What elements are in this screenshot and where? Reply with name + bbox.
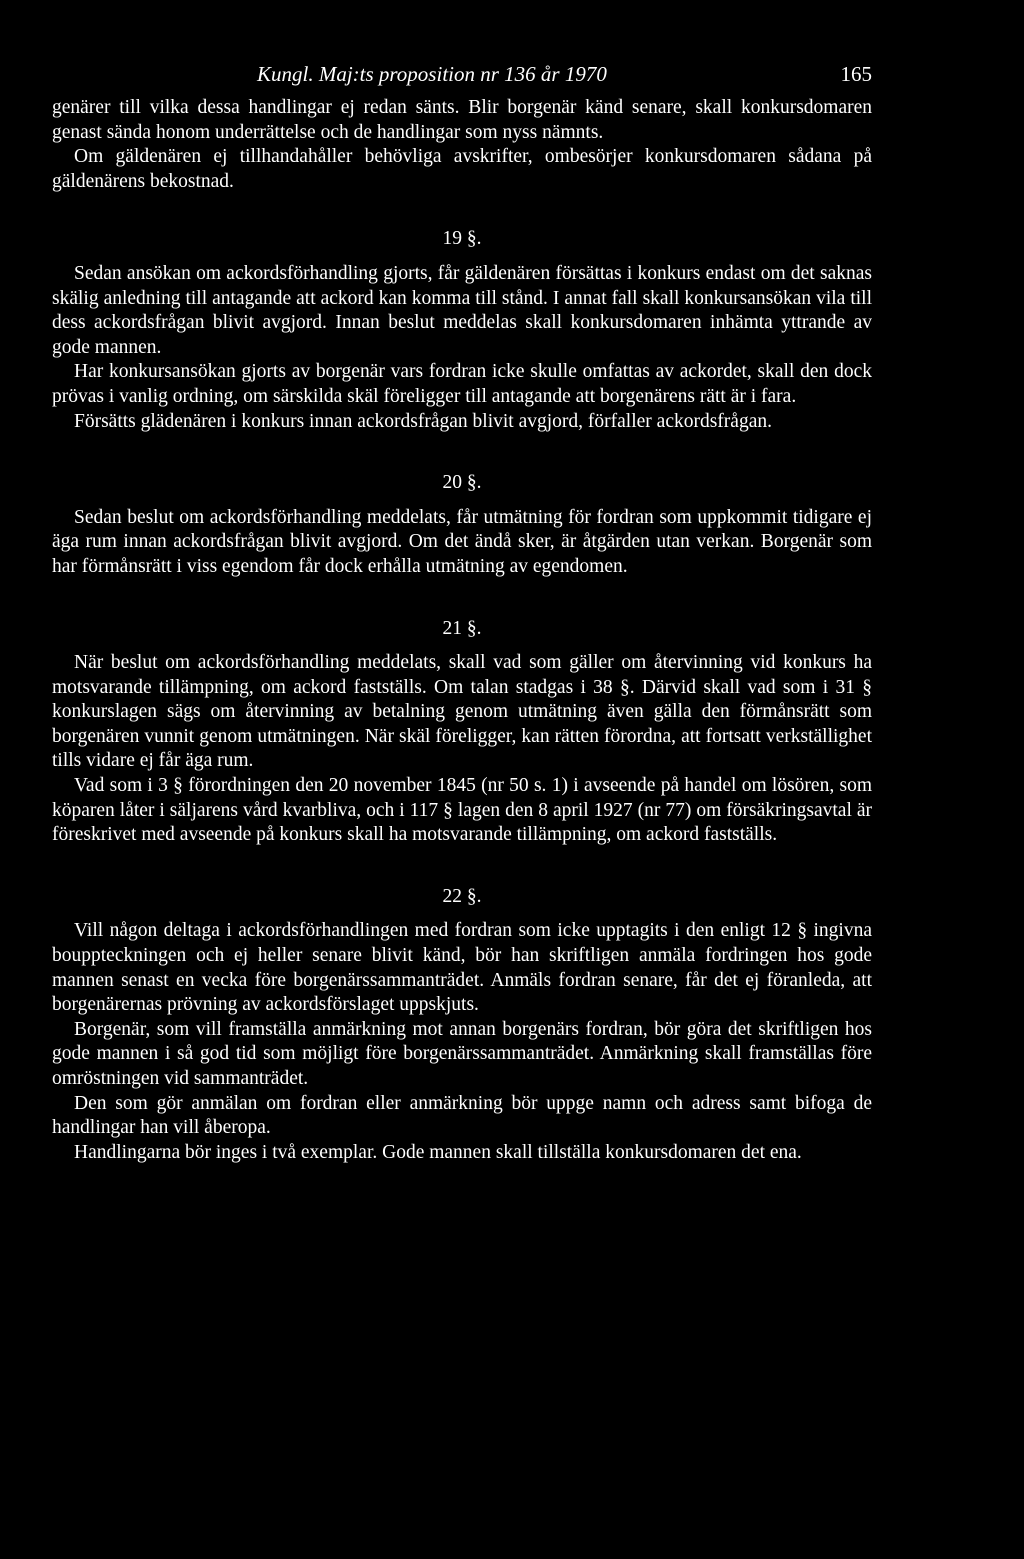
intro-paragraph-2: Om gäldenären ej tillhandahåller behövliga avskrifter, ombesörjer konkursdomaren sådana på gäldenärens bekostnad. xyxy=(52,146,872,192)
section-heading-19: 19 §. xyxy=(442,228,482,250)
section-19-paragraph-1: Sedan ansökan om ackordsförhandling gjorts, får gäldenären försättas i konkurs endast om det saknas skälig anledning till antagande att ackord kan komma till stånd. I annat fall skall konkursansökan vila till dess ackordsfrågan blivit avgjord. Innan beslut meddelas skall konkursdomaren inhämta yttrande av gode mannen. xyxy=(52,262,872,358)
section-heading-20: 20 §. xyxy=(442,472,482,494)
page-number: 165 xyxy=(840,62,872,86)
section-heading-21: 21 §. xyxy=(442,617,482,639)
section-19-paragraph-2: Har konkursansökan gjorts av borgenär vars fordran icke skulle omfattas av ackordet, skall den dock prövas i vanlig ordning, om särskilda skäl föreligger till antagande att borgenärens rätt är i fara. xyxy=(52,361,872,407)
document-page xyxy=(52,62,872,1165)
section-22-paragraph-1: Vill någon deltaga i ackordsförhandlingen med fordran som icke upptagits i den enligt 12 § ingivna bouppteckningen och ej heller senare blivit känd, bör han skriftligen anmäla fordringen hos gode mannen senast en vecka före borgenärssammanträdet. Anmäls fordran senare, får det ej föranleda, att borgenärernas prövning av ackordsförslaget uppskjuts. xyxy=(52,920,872,1016)
section-22-paragraph-3: Den som gör anmälan om fordran eller anmärkning bör uppge namn och adress samt bifoga de handlingar han vill åberopa. xyxy=(52,1092,872,1139)
section-20-paragraph-1: Sedan beslut om ackordsförhandling meddelats, får utmätning för fordran som uppkommit tidigare ej äga rum innan ackordsfrågan blivit avgjord. Om det ändå sker, är åtgärden utan verkan. Borgenär som har förmånsrätt i viss egendom får dock erhålla utmätning av egendomen. xyxy=(52,506,872,577)
section-22-paragraph-4: Handlingarna bör inges i två exemplar. Gode mannen skall tillställa konkursdomaren det ena. xyxy=(74,1141,802,1163)
section-21-paragraph-1: När beslut om ackordsförhandling meddelats, skall vad som gäller om återvinning vid konkurs ha motsvarande tillämpning, om ackord fastställs. Om talan stadgas i 38 §. Därvid skall vad som i 31 § konkurslagen sägs om återvinning av betalning genom utmätning även gälla den förmånsrätt som borgenären vunnit genom utmätningen. När skäl föreligger, kan rätten förordna, att fortsatt verkställighet tills vidare ej får äga rum. xyxy=(52,652,872,772)
section-19-paragraph-3: Försätts glädenären i konkurs innan ackordsfrågan blivit avgjord, förfaller ackordsfrågan. xyxy=(74,410,772,432)
intro-paragraph-1: genärer till vilka dessa handlingar ej redan sänts. Blir borgenär känd senare, skall konkursdomaren genast sända honom underrättelse och de handlingar som nyss nämnts. xyxy=(52,97,872,143)
section-heading-22: 22 §. xyxy=(442,885,482,907)
section-22-paragraph-2: Borgenär, som vill framställa anmärkning mot annan borgenärs fordran, bör göra det skriftligen hos gode mannen i så god tid som möjligt före borgenärssammanträdet. Anmärkning skall framställas före omröstningen vid sammanträdet. xyxy=(52,1018,872,1089)
running-header xyxy=(52,62,872,96)
header-title: Kungl. Maj:ts proposition nr 136 år 1970 xyxy=(257,62,607,86)
section-21-paragraph-2: Vad som i 3 § förordningen den 20 november 1845 (nr 50 s. 1) i avseende på handel om lösören, som köparen låter i säljarens vård kvarbliva, och i 117 § lagen den 8 april 1927 (nr 77) om försäkringsavtal är föreskrivet med avseende på konkurs skall ha motsvarande tillämpning, om ackord fastställs. xyxy=(52,775,872,846)
